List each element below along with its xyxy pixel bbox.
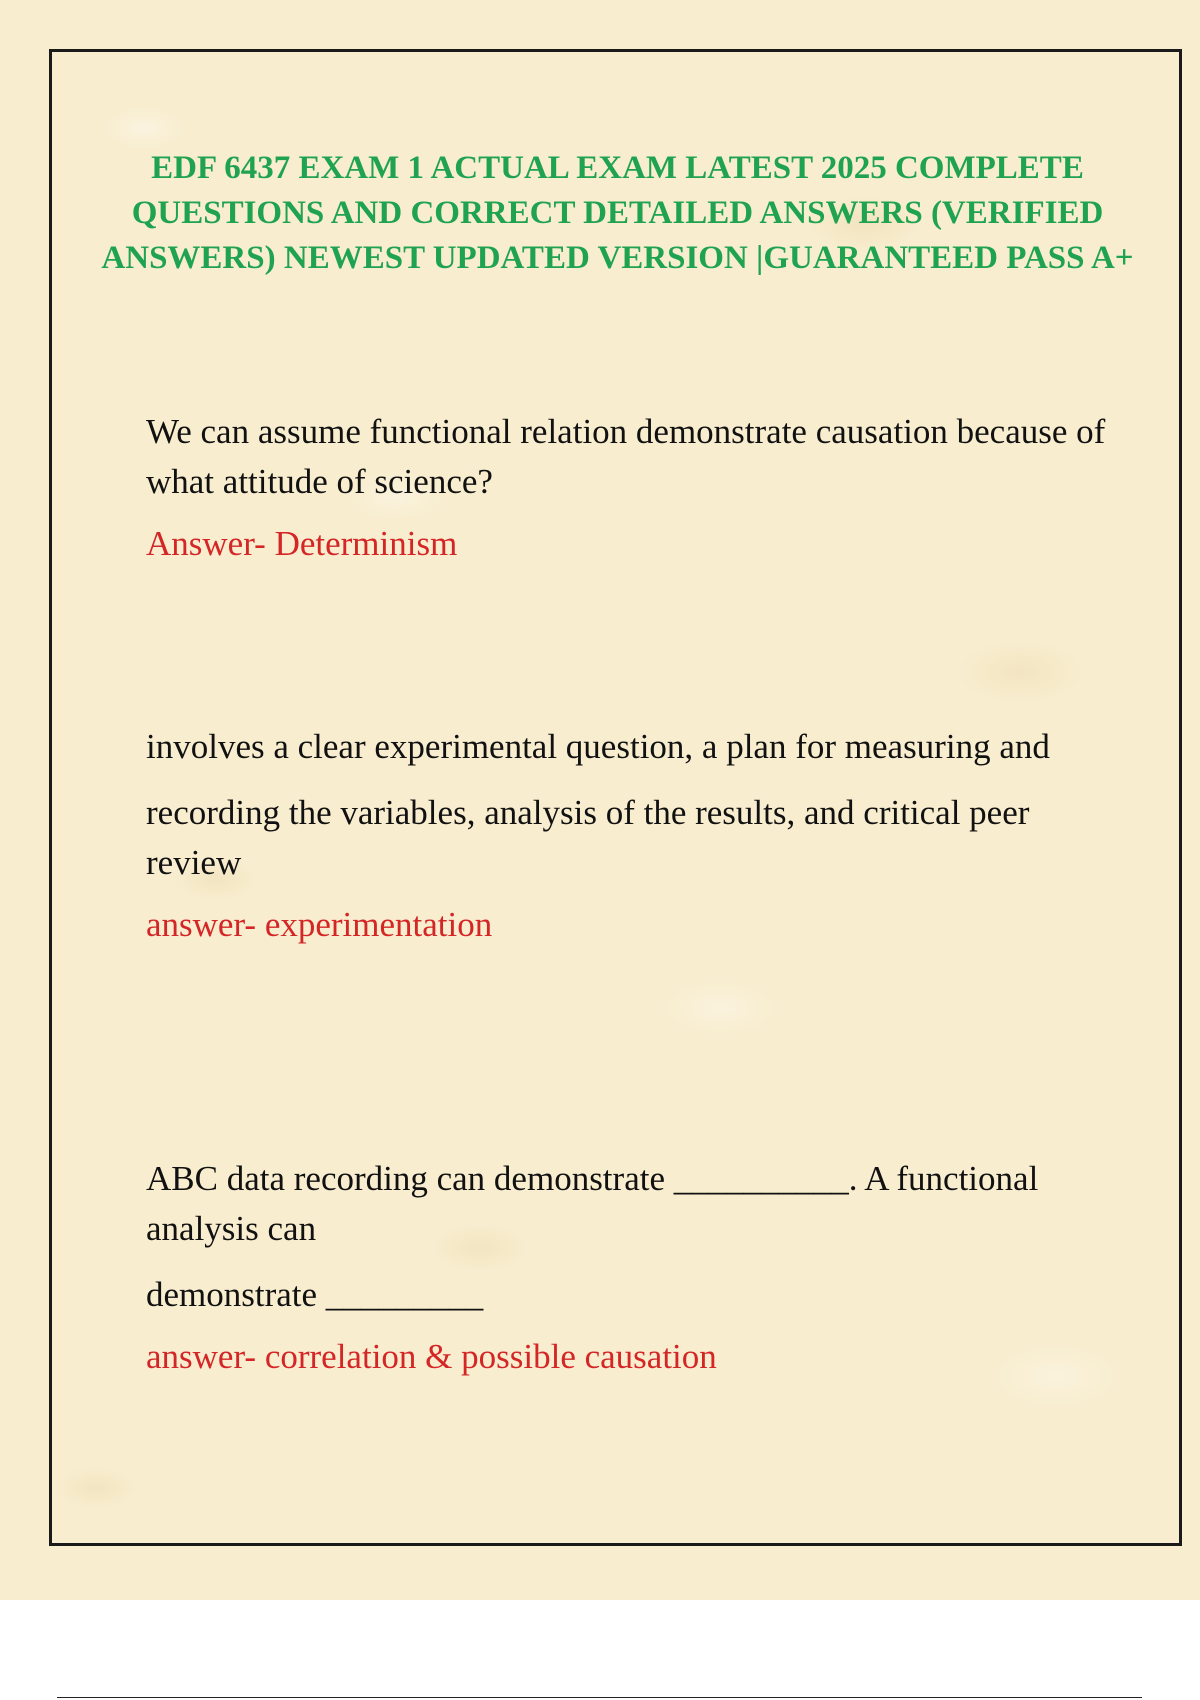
answer-text: Answer- Determinism — [146, 524, 458, 563]
answer-text: answer- correlation & possible causation — [146, 1337, 717, 1376]
question-text: involves a clear experimental question, a plan for measuring and — [146, 727, 1050, 766]
document-title: EDF 6437 EXAM 1 ACTUAL EXAM LATEST 2025 COMPLETE QUESTIONS AND CORRECT DETAILED ANSWERS (VERIFIED ANSWERS) NEWEST UPDATED VERSION |GUARANTEED PASS A+ — [101, 150, 1134, 276]
answer-text: answer- experimentation — [146, 905, 493, 944]
qa-item — [146, 1154, 1106, 1382]
question-text: demonstrate _________ — [146, 1275, 484, 1314]
question-text: ABC data recording can demonstrate __________. A functional analysis can — [146, 1159, 1039, 1248]
question-text: recording the variables, analysis of the results, and critical peer review — [146, 793, 1030, 882]
footer-divider — [57, 1697, 1142, 1698]
question-text: We can assume functional relation demonstrate causation because of what attitude of science? — [146, 412, 1106, 501]
qa-item — [146, 407, 1106, 569]
qa-item — [146, 722, 1106, 950]
